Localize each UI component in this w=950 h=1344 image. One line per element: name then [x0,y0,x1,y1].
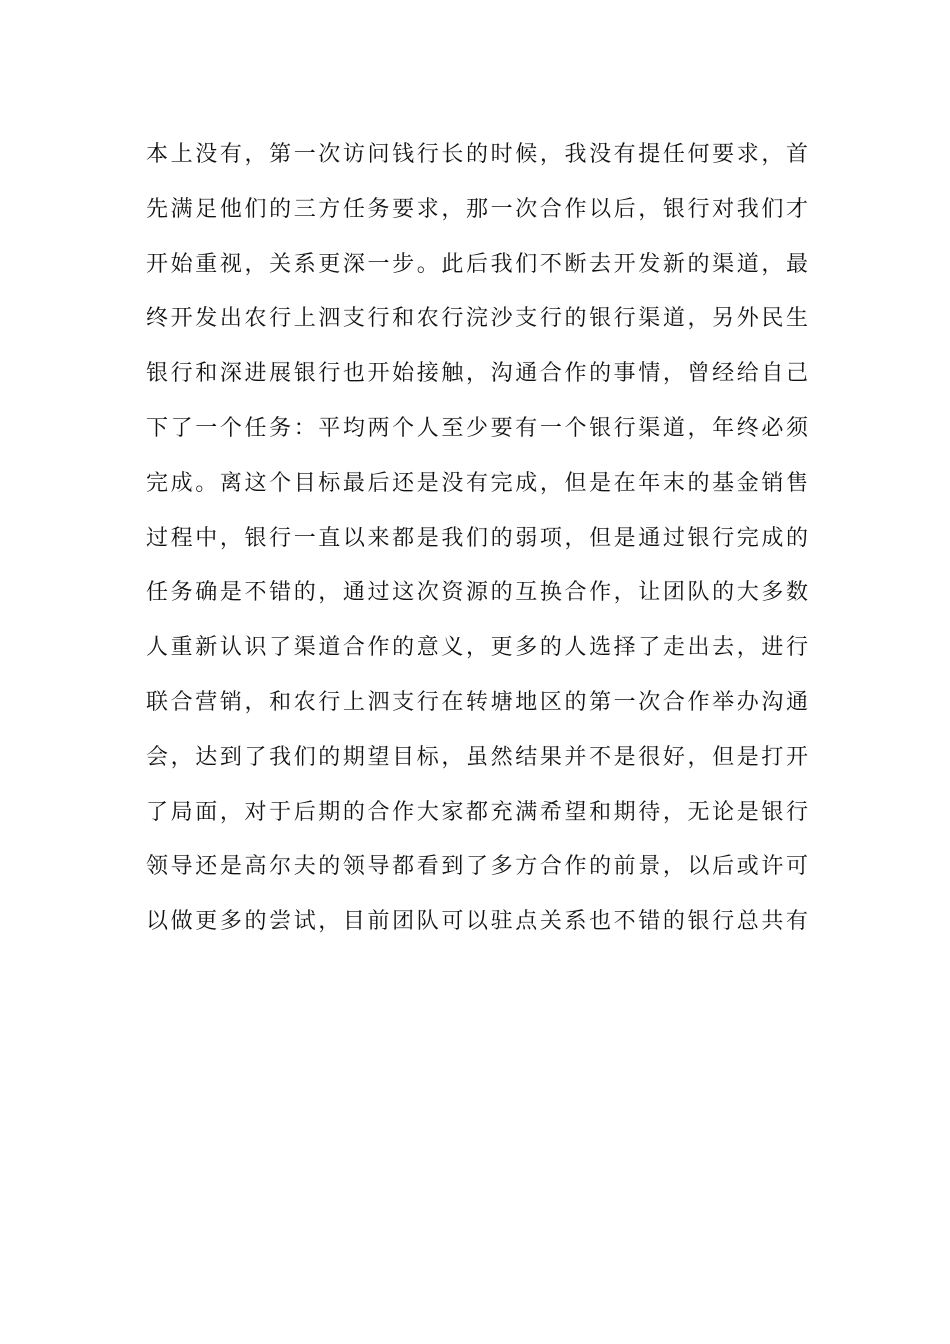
text-line: 下了一个任务：平均两个人至少要有一个银行渠道，年终必须 [146,415,808,441]
text-line: 会，达到了我们的期望目标，虽然结果并不是很好，但是打开 [146,744,808,770]
text-line: 领导还是高尔夫的领导都看到了多方合作的前景，以后或许可 [146,854,808,880]
text-line: 先满足他们的三方任务要求，那一次合作以后，银行对我们才 [146,196,808,222]
text-line: 开始重视，关系更深一步。此后我们不断去开发新的渠道，最 [146,251,808,277]
text-line: 银行和深进展银行也开始接触，沟通合作的事情，曾经给自己 [146,361,808,387]
text-line: 人重新认识了渠道合作的意义，更多的人选择了走出去，进行 [146,635,808,661]
text-line: 任务确是不错的，通过这次资源的互换合作，让团队的大多数 [146,580,808,606]
text-line: 过程中，银行一直以来都是我们的弱项，但是通过银行完成的 [146,525,808,551]
text-line: 联合营销，和农行上泗支行在转塘地区的第一次合作举办沟通 [146,689,808,715]
text-line: 终开发出农行上泗支行和农行浣沙支行的银行渠道，另外民生 [146,306,808,332]
text-line: 完成。离这个目标最后还是没有完成，但是在年末的基金销售 [146,470,808,496]
text-line: 以做更多的尝试，目前团队可以驻点关系也不错的银行总共有 [146,909,808,935]
text-line: 了局面，对于后期的合作大家都充满希望和期待，无论是银行 [146,799,808,825]
body-text [146,128,808,950]
text-line: 本上没有，第一次访问钱行长的时候，我没有提任何要求，首 [146,142,808,167]
